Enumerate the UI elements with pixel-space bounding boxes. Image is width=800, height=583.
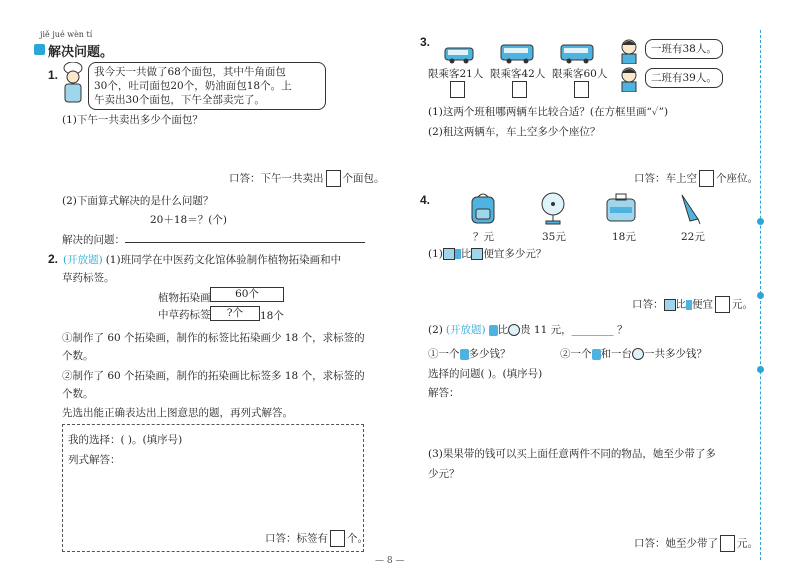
q3-part2: (2)租这两辆车，车上空多少个座位？ (428, 126, 601, 138)
part-prefix: (2) (428, 324, 443, 336)
q2-line1 (60, 252, 341, 267)
diagram-bar-2 (210, 306, 260, 321)
open-question-tag: (开放题) (445, 324, 486, 336)
option-text: 多少钱？ (468, 348, 511, 360)
answer-line[interactable] (125, 242, 365, 243)
cheaper-text: 便宜 (692, 298, 713, 311)
q1-answer1 (229, 170, 385, 187)
price-umbrella: 22元 (681, 231, 705, 243)
q2-instruction: 先选出能正确表达出上图意思的题，再列式解答。 (62, 407, 293, 419)
bus-icon-3 (560, 44, 594, 67)
q4-part1 (428, 246, 546, 261)
q2-option1-l1: ①制作了 60 个拓染画，制作的标签比拓染画少 18 个，求标签的 (62, 332, 365, 344)
option-text: ②一个 (560, 348, 592, 360)
bus-capacity-3: 限乘客60人 (552, 68, 608, 80)
q4-option1 (428, 346, 511, 361)
compare-text: 比 (460, 248, 472, 260)
compare-text: 比 (497, 324, 509, 336)
q2-line2: 草药标签。 (62, 272, 115, 284)
q2-option1-l2: 个数。 (62, 350, 94, 362)
q4-option2 (560, 346, 707, 361)
bubble-line: 30个，吐司面包20个，奶油面包18个。上 (94, 80, 292, 92)
suitcase-icon (471, 248, 483, 260)
section-icon (34, 44, 45, 55)
answer-suffix: 个面包。 (342, 172, 385, 185)
answer-prefix: 口答：标签有 (265, 532, 328, 545)
fan-icon (508, 324, 520, 336)
baker-icon (60, 62, 86, 107)
q4-part2 (428, 322, 627, 337)
q2-option2-l1: ②制作了 60 个拓染画，制作的拓染画比标签多 18 个，求标签的 (62, 370, 365, 382)
diagram-bar-1 (210, 287, 284, 302)
q4-solve-label: 解答： (428, 387, 460, 399)
answer-box[interactable] (330, 530, 345, 547)
answer-box[interactable] (720, 535, 735, 552)
suitcase-icon (605, 193, 637, 226)
q2-text: (1)班同学在中医药文化馆体验制作植物拓染画和中 (105, 254, 342, 266)
q1-solve-label (62, 232, 365, 247)
binding-dot (757, 366, 764, 373)
answer-box[interactable] (715, 296, 730, 313)
bus-capacity-1: 限乘客21人 (428, 68, 484, 80)
q3-number: 3. (420, 35, 431, 49)
bubble-line: 我今天一共做了68个面包，其中牛角面包 (94, 66, 286, 78)
option-text: 一共多少钱？ (644, 348, 707, 360)
part-prefix: (1) (428, 248, 443, 260)
bubble-line: 午卖出30个面包，下午全部卖完了。 (94, 94, 265, 106)
q1-formula: 20＋18＝？(个) (150, 214, 227, 226)
compare-text: 比 (675, 298, 686, 311)
bus-icon-1 (444, 46, 474, 67)
q2-answer (265, 530, 368, 547)
q2-option2-l2: 个数。 (62, 388, 94, 400)
answer-prefix: 口答：车上空 (634, 172, 697, 185)
q4-number: 4. (420, 193, 431, 207)
answer-suffix: 元。 (737, 537, 758, 550)
bus-checkbox-2[interactable] (512, 81, 527, 98)
q2-choice: 我的选择：( )。(填序号) (68, 434, 183, 446)
backpack-icon (592, 349, 601, 360)
answer-prefix: 口答：下午一共卖出 (229, 172, 324, 185)
fan-icon (538, 191, 568, 228)
q3-answer (634, 170, 758, 187)
q3-part1: (1)这两个班租哪两辆车比较合适？(在方框里画“✓”) (428, 106, 669, 118)
q4-part3-l1: (3)果果带的钱可以买上面任意两件不同的物品，她至少带了多 (428, 448, 716, 460)
diagram-difference: 18个 (260, 310, 284, 322)
q4-part3-l2: 少元？ (428, 468, 460, 480)
class1-speech: 一班有38人。 (645, 39, 723, 59)
student-icon-1 (618, 38, 640, 67)
header-pinyin: jiě jué wèn tí (40, 30, 93, 39)
answer-suffix: 个。 (347, 532, 368, 545)
page-number: — 8 — (375, 556, 405, 566)
answer-box[interactable] (699, 170, 714, 187)
answer-prefix: 口答： (632, 298, 664, 311)
diagram-value-2: ?个 (226, 307, 244, 319)
fan-icon (632, 348, 644, 360)
bus-capacity-2: 限乘客42人 (490, 68, 546, 80)
backpack-icon (489, 325, 498, 336)
option-text: ①一个 (428, 348, 460, 360)
price-backpack: ？元 (473, 231, 494, 243)
bus-icon-2 (500, 44, 534, 67)
price-suitcase: 18元 (612, 231, 636, 243)
question-text: 贵 11 元，________ ？ (520, 324, 628, 336)
q4-answer1 (632, 296, 753, 313)
q2-solve-label: 列式解答： (68, 454, 121, 466)
solve-label: 解决的问题： (62, 234, 125, 246)
option-text: 和一台 (600, 348, 632, 360)
baker-speech-bubble (88, 62, 326, 110)
suitcase-icon (664, 299, 676, 311)
bus-checkbox-3[interactable] (574, 81, 589, 98)
answer-suffix: 元。 (732, 298, 753, 311)
q1-number: 1. (48, 68, 59, 82)
diagram-value-1: 60个 (235, 288, 259, 300)
backpack-icon (460, 349, 469, 360)
q2-number: 2. (48, 252, 59, 266)
open-question-tag: (开放题) (63, 254, 103, 266)
umbrella-icon (678, 193, 702, 228)
backpack-icon (468, 191, 498, 228)
answer-box[interactable] (326, 170, 341, 187)
question-text: 便宜多少元？ (483, 248, 547, 260)
bus-checkbox-1[interactable] (450, 81, 465, 98)
suitcase-icon (443, 248, 455, 260)
answer-prefix: 口答：她至少带了 (634, 537, 718, 550)
section-title: 解决问题。 (48, 45, 114, 60)
answer-suffix: 个座位。 (716, 172, 758, 185)
q1-part2: (2)下面算式解决的是什么问题？ (62, 195, 214, 207)
q4-answer3 (634, 535, 758, 552)
binding-dot (757, 292, 764, 299)
class2-speech: 二班有39人。 (645, 68, 723, 88)
diagram-label-2: 中草药标签 (158, 309, 211, 321)
student-icon-2 (618, 66, 640, 95)
binding-dot (757, 218, 764, 225)
q1-part1: (1)下午一共卖出多少个面包？ (62, 114, 203, 126)
diagram-label-1: 植物拓染画 (158, 292, 211, 304)
q4-choice: 选择的问题( )。(填序号) (428, 368, 543, 380)
price-fan: 35元 (542, 231, 566, 243)
